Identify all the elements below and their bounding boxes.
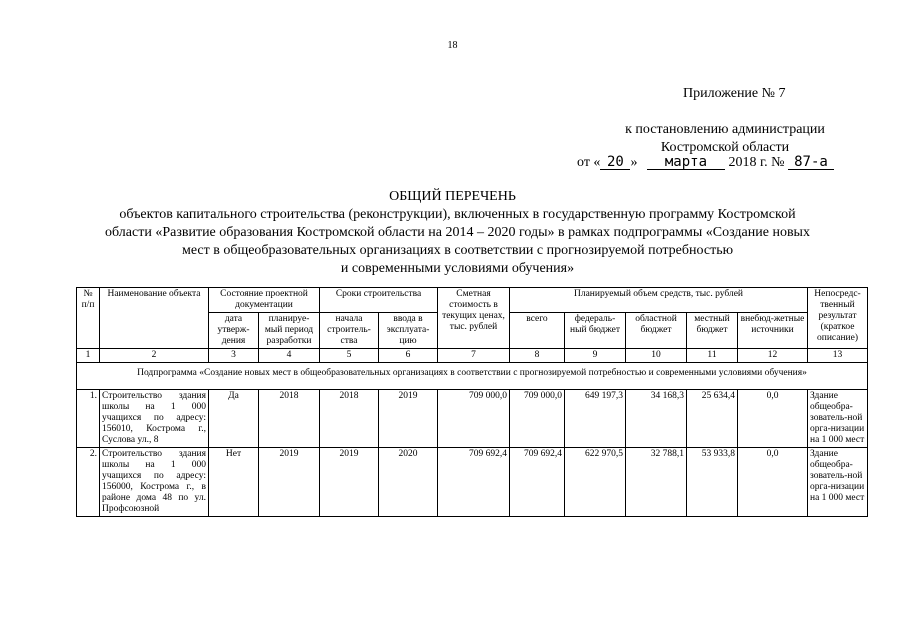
- row-planned: 2018: [259, 390, 320, 448]
- resolution-number: 87-а: [788, 155, 834, 170]
- col-number: 9: [565, 349, 626, 363]
- th-commission: ввода в эксплуата-цию: [379, 313, 438, 349]
- th-funds: Планируемый объем средств, тыс. рублей: [510, 288, 808, 313]
- th-result: Непосредс-твенный результат (краткое описание): [808, 288, 868, 349]
- row-result: Здание общеобра-зователь-ной орга-низации на 1 000 мест: [808, 390, 868, 448]
- row-cost: 709 000,0: [438, 390, 510, 448]
- table-row: [77, 390, 868, 448]
- row-name: [100, 448, 209, 517]
- date-prefix: от «: [577, 155, 601, 170]
- subtitle-line-3: мест в общеобразовательных организациях в соответствии с прогнозируемой потребностью: [181, 243, 734, 258]
- subtitle-line-2: области «Развитие образования Костромской области на 2014 – 2020 годы» в рамках подпрограммы «Создание новых: [105, 225, 810, 240]
- row-total: 709 000,0: [510, 390, 565, 448]
- subtitle-line-4: и современными условиями обучения»: [340, 261, 575, 276]
- row-federal: 649 197,3: [565, 390, 626, 448]
- col-number: 3: [209, 349, 259, 363]
- row-num: 2.: [77, 448, 100, 517]
- th-terms: Сроки строительства: [320, 288, 438, 313]
- document-subtitle: [70, 206, 845, 278]
- row-local: 25 634,4: [687, 390, 738, 448]
- th-planned: планируе-мый период разработки: [259, 313, 320, 349]
- date-day: 20: [600, 155, 630, 170]
- column-numbers-row: [77, 349, 868, 363]
- col-number: 1: [77, 349, 100, 363]
- col-number: 12: [738, 349, 808, 363]
- date-mid: »: [630, 155, 638, 170]
- row-cost: 709 692,4: [438, 448, 510, 517]
- th-cost: Сметная стоимость в текущих ценах, тыс. рублей: [438, 288, 510, 349]
- th-extra: внебюд-жетные источники: [738, 313, 808, 349]
- row-name: [100, 390, 209, 448]
- row-result: Здание общеобра-зователь-ной орга-низации на 1 000 мест: [808, 448, 868, 517]
- subprogram-row: [77, 363, 868, 390]
- table-row: [77, 448, 868, 517]
- resolution-line2: Костромской области: [660, 140, 790, 155]
- th-start: начала строитель-ства: [320, 313, 379, 349]
- col-number: 13: [808, 349, 868, 363]
- th-regional: областной бюджет: [626, 313, 687, 349]
- col-number: 5: [320, 349, 379, 363]
- col-number: 6: [379, 349, 438, 363]
- row-extra: 0,0: [738, 448, 808, 517]
- page-number: 18: [447, 40, 458, 51]
- th-name: Наименование объекта: [100, 288, 209, 349]
- col-number: 10: [626, 349, 687, 363]
- col-number: 2: [100, 349, 209, 363]
- col-number: 11: [687, 349, 738, 363]
- row-total: 709 692,4: [510, 448, 565, 517]
- row-name-part: 156010, Кострома г., Суслова ул., 8: [102, 424, 206, 445]
- th-total: всего: [510, 313, 565, 349]
- row-federal: 622 970,5: [565, 448, 626, 517]
- subtitle-line-1: объектов капитального строительства (реконструкции), включенных в государственную программу Костромской: [119, 207, 796, 222]
- row-name-part: Строительство здания школы на 1 000 учащихся по адресу:: [102, 391, 206, 423]
- row-planned: 2019: [259, 448, 320, 517]
- row-name-part: Строительство здания школы на 1 000 учащихся по адресу:: [102, 449, 206, 481]
- th-num: № п/п: [77, 288, 100, 349]
- row-start: 2018: [320, 390, 379, 448]
- row-regional: 32 788,1: [626, 448, 687, 517]
- th-approval: дата утверж-дения: [209, 313, 259, 349]
- row-num: 1.: [77, 390, 100, 448]
- row-regional: 34 168,3: [626, 390, 687, 448]
- resolution-header: [610, 121, 840, 157]
- resolution-date-line: [577, 155, 834, 171]
- row-approval: Да: [209, 390, 259, 448]
- resolution-line1: к постановлению администрации: [625, 122, 825, 137]
- objects-table: [76, 287, 868, 517]
- row-start: 2019: [320, 448, 379, 517]
- date-month: марта: [647, 155, 725, 170]
- row-extra: 0,0: [738, 390, 808, 448]
- header-row-1: [77, 288, 868, 313]
- subprogram-title: Подпрограмма «Создание новых мест в общеобразовательных организациях в соответствии с прогнозируемой потребностью и современными условиями обучения»: [77, 363, 868, 390]
- th-local: местный бюджет: [687, 313, 738, 349]
- th-federal: федераль-ный бюджет: [565, 313, 626, 349]
- row-commission: 2020: [379, 448, 438, 517]
- col-number: 7: [438, 349, 510, 363]
- th-docs: Состояние проектной документации: [209, 288, 320, 313]
- date-year: 2018 г. №: [728, 155, 785, 170]
- row-local: 53 933,8: [687, 448, 738, 517]
- row-approval: Нет: [209, 448, 259, 517]
- row-name-part: 156000, Кострома г., в районе дома 48 по ул. Профсоюзной: [102, 482, 206, 514]
- row-commission: 2019: [379, 390, 438, 448]
- col-number: 8: [510, 349, 565, 363]
- col-number: 4: [259, 349, 320, 363]
- document-title: ОБЩИЙ ПЕРЕЧЕНЬ: [389, 189, 516, 204]
- appendix-label: Приложение № 7: [683, 86, 786, 101]
